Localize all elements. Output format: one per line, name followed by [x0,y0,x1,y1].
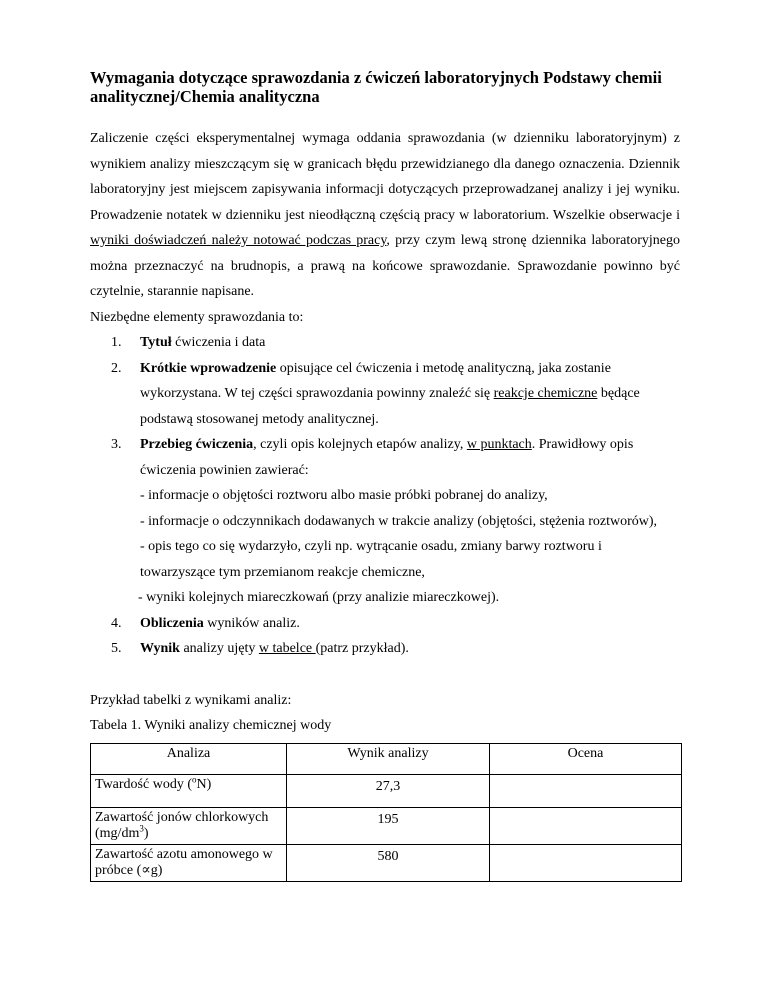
table-caption: Tabela 1. Wyniki analizy chemicznej wody [90,718,332,733]
cell-analysis [91,807,287,844]
list-item-text: analizy ujęty [179,641,259,656]
sub-item: - informacje o objętości roztworu albo masie próbki pobranej do analizy, [140,488,548,503]
document-page [90,68,680,882]
sub-item: - opis tego co się wydarzyło, czyli np. wytrącanie osadu, zmiany barwy roztworu i towarzyszące tym przemianom reakcje chemiczne, [140,539,602,580]
sub-item: - informacje o odczynnikach dodawanych w trakcie analizy (objętości, stężenia roztworów), [140,513,658,529]
list-item [90,330,680,356]
cell-analysis [91,844,287,881]
list-item [90,356,680,433]
cell-result: 580 [287,844,490,881]
intro-underlined: wyniki doświadczeń należy notować podczas pracy [90,233,387,248]
example-heading: Przykład tabelki z wynikami analiz: [90,692,292,708]
header-result: Wynik analizy [287,743,490,774]
list-item-bold: Wynik [140,641,180,656]
list-item-bold: Obliczenia [140,615,204,631]
intro-text-2: , przy czym lewą stronę dziennika laboratoryjnego można przeznaczyć na brudnopis, a prawą na końcowe sprawozdanie. Sprawozdanie powinno być czytelnie, starannie napisane. [90,233,680,299]
list-item-number: 2. [111,360,122,376]
list-item-text-2: (patrz przykład). [315,641,409,656]
cell-grade [490,807,682,844]
list-item-number: 4. [111,615,122,631]
list-item-text: wyników analiz. [203,615,300,631]
analysis-text-end: ∝g) [141,862,163,878]
list-item-underlined: w punktach [466,437,532,452]
table-row [91,774,682,807]
list-item [90,432,680,611]
table-row [91,844,682,881]
analysis-text: Zawartość azotu amonowego w próbce ( [95,846,273,878]
list-item-text-2: będące podstawą stosowanej metody analitycznej. [140,386,640,427]
list-item-number: 1. [111,335,122,350]
list-item-bold: Tytuł [140,335,172,350]
sub-item: - wyniki kolejnych miareczkowań (przy analizie miareczkowej). [138,590,500,605]
cell-result: 27,3 [287,774,490,807]
list-item-text: , czyli opis kolejnych etapów analizy, [253,437,467,452]
results-table [90,743,682,882]
header-analysis: Analiza [91,743,287,774]
list-item-number: 3. [111,437,122,452]
document-title: Wymagania dotyczące sprawozdania z ćwiczeń laboratoryjnych Podstawy chemii analitycznej/Chemia analityczna [90,68,662,106]
list-item-text-2: . Prawidłowy opis ćwiczenia powinien zawierać: [140,437,634,478]
list-item-underlined: w tabelce [258,641,316,656]
table-header-row [91,743,682,774]
cell-grade [490,844,682,881]
analysis-sup: o [192,773,197,784]
list-item [90,611,680,637]
cell-grade [490,774,682,807]
cell-result: 195 [287,807,490,844]
analysis-text: Twardość wody ( [95,776,192,792]
list-item-text: opisujące cel ćwiczenia i metodę analityczną, jaka zostanie wykorzystana. W tej części sprawozdania powinny znaleźć się [140,360,611,401]
list-item-bold: Krótkie wprowadzenie [140,360,277,376]
list-item-number: 5. [111,641,122,656]
analysis-text-end: ) [143,825,149,841]
cell-analysis [91,774,287,807]
list-item-text: ćwiczenia i data [171,335,266,350]
intro-paragraph [90,126,680,305]
intro-text-1: Zaliczenie części eksperymentalnej wymaga oddania sprawozdania (w dzienniku laboratoryjnym) z wynikiem analizy mieszczącym się w granicach błędu przewidzianego dla danego oznaczenia. Dziennik laboratoryjny jest miejscem zapisywania informacji dotyczących przeprowadzanej analizy i jej wyniku. Prowadzenie notatek w dzienniku jest nieodłączną częścią pracy w laboratorium. Wszelkie obserwacje i [90,131,680,223]
table-row [91,807,682,844]
analysis-sup: 3 [139,822,144,833]
analysis-text-end: N) [196,776,212,792]
analysis-text: Zawartość jonów chlorkowych (mg/dm [95,809,269,841]
list-item [90,636,680,662]
list-item-underlined: reakcje chemiczne [493,386,598,401]
elements-list [90,330,680,662]
list-item-bold: Przebieg ćwiczenia [140,437,254,452]
header-grade: Ocena [490,743,682,774]
elements-heading: Niezbędne elementy sprawozdania to: [90,309,304,325]
spacer [90,662,680,688]
